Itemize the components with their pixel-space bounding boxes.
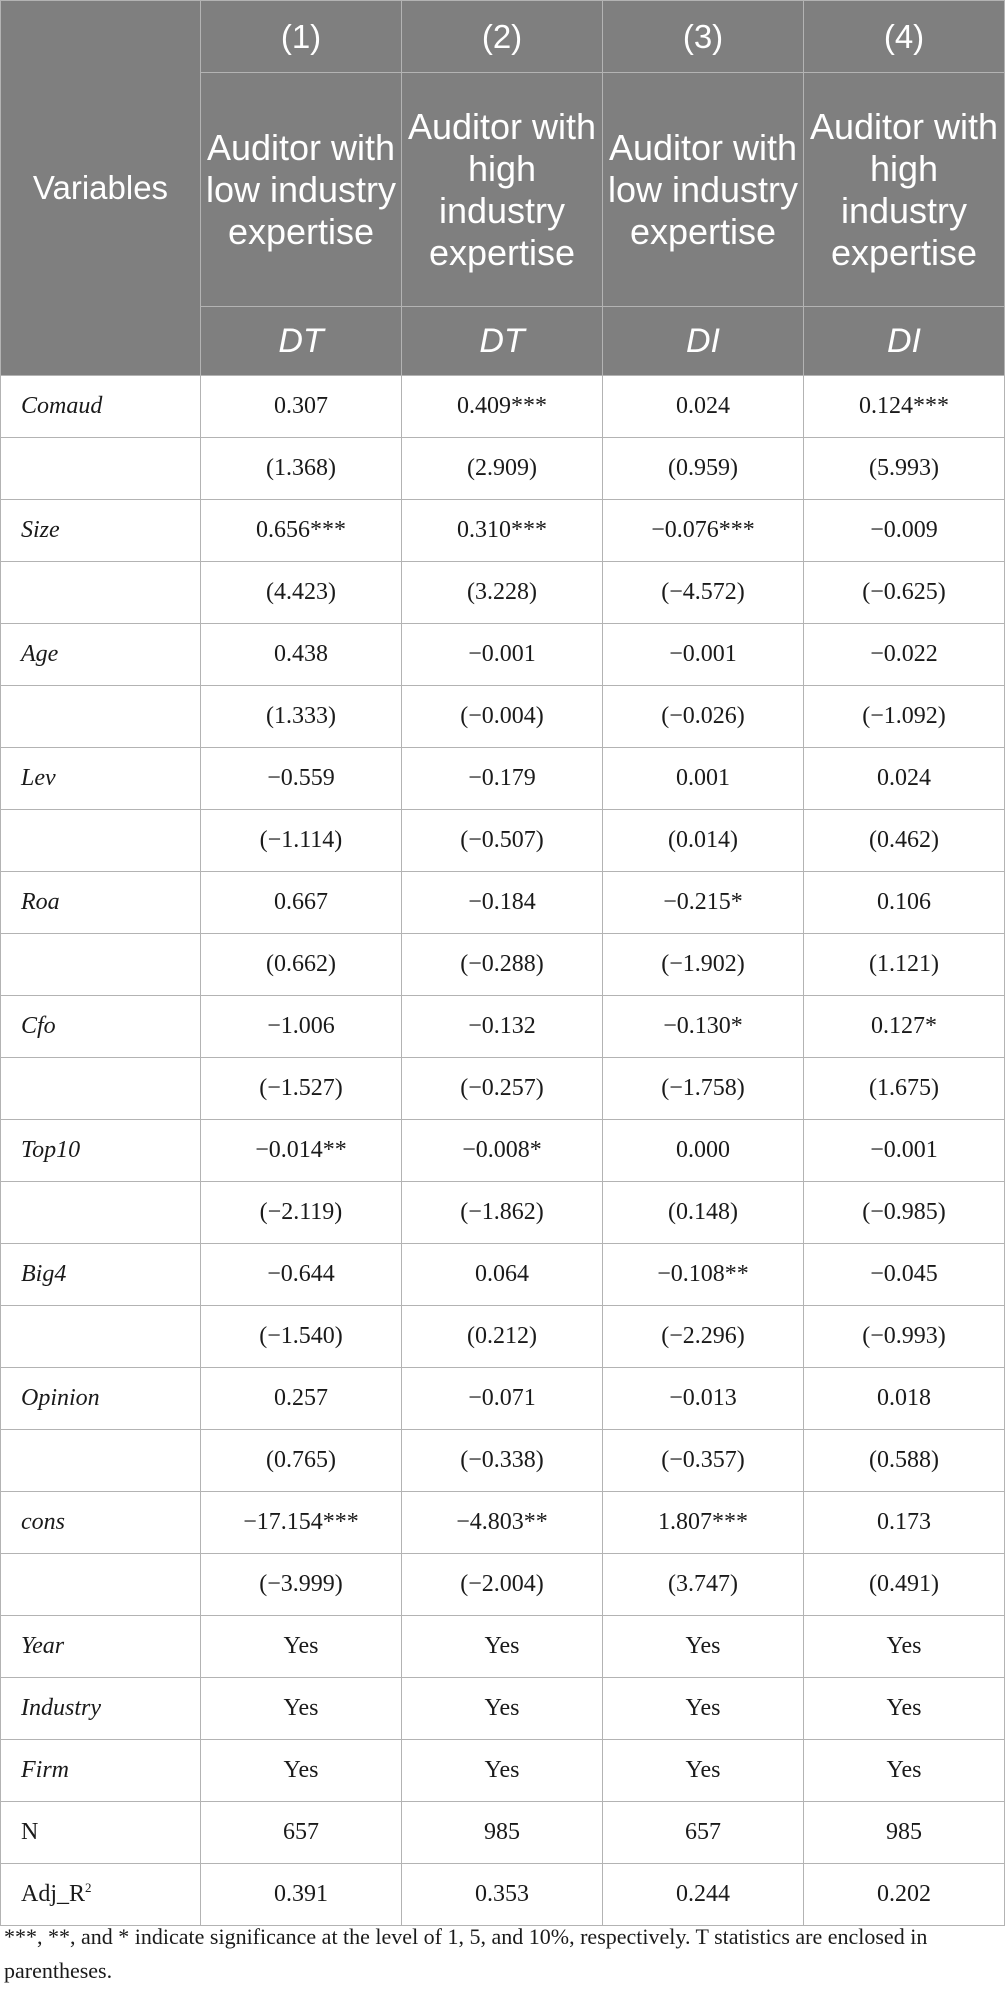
- variable-label: [1, 1864, 201, 1926]
- value-cell: Yes: [804, 1616, 1005, 1678]
- value-cell: (−2.004): [402, 1554, 603, 1616]
- value-cell: 0.064: [402, 1244, 603, 1306]
- variable-label-text: Opinion: [21, 1385, 100, 1411]
- value-cell: 657: [603, 1802, 804, 1864]
- variable-label-text: Industry: [21, 1695, 101, 1721]
- variable-label-text: Big4: [21, 1261, 67, 1287]
- value-cell: (−0.985): [804, 1182, 1005, 1244]
- table-row: [1, 1802, 1005, 1864]
- value-cell: Yes: [603, 1740, 804, 1802]
- value-cell: Yes: [603, 1678, 804, 1740]
- variable-label: [1, 1244, 201, 1306]
- variable-label-text: Roa: [21, 889, 60, 915]
- variable-label-text: Firm: [21, 1757, 69, 1783]
- value-cell: (1.333): [201, 686, 402, 748]
- table-row: [1, 996, 1005, 1058]
- variable-label: [1, 1430, 201, 1492]
- value-cell: (1.121): [804, 934, 1005, 996]
- table-row: [1, 1616, 1005, 1678]
- variable-label: [1, 1058, 201, 1120]
- column-description: Auditor with high industry expertise: [402, 73, 603, 307]
- value-cell: −0.008*: [402, 1120, 603, 1182]
- value-cell: −17.154***: [201, 1492, 402, 1554]
- table-row: [1, 438, 1005, 500]
- value-cell: 0.391: [201, 1864, 402, 1926]
- table-row: [1, 872, 1005, 934]
- value-cell: (1.368): [201, 438, 402, 500]
- value-cell: −0.108**: [603, 1244, 804, 1306]
- variable-label: [1, 376, 201, 438]
- variable-label: [1, 624, 201, 686]
- value-cell: 0.024: [603, 376, 804, 438]
- value-cell: −0.076***: [603, 500, 804, 562]
- variable-label-text: Size: [21, 517, 60, 543]
- value-cell: (−0.257): [402, 1058, 603, 1120]
- value-cell: 0.244: [603, 1864, 804, 1926]
- dependent-variable: DT: [201, 307, 402, 376]
- column-number: (2): [402, 1, 603, 73]
- value-cell: (−2.119): [201, 1182, 402, 1244]
- value-cell: (0.491): [804, 1554, 1005, 1616]
- table-row: [1, 1368, 1005, 1430]
- value-cell: 0.656***: [201, 500, 402, 562]
- value-cell: (2.909): [402, 438, 603, 500]
- value-cell: (−0.026): [603, 686, 804, 748]
- table-row: [1, 1864, 1005, 1926]
- table-row: [1, 1120, 1005, 1182]
- table-row: [1, 748, 1005, 810]
- value-cell: (4.423): [201, 562, 402, 624]
- value-cell: −0.001: [402, 624, 603, 686]
- variable-label: [1, 748, 201, 810]
- value-cell: 0.667: [201, 872, 402, 934]
- dependent-variable: DT: [402, 307, 603, 376]
- value-cell: (−1.527): [201, 1058, 402, 1120]
- value-cell: (0.462): [804, 810, 1005, 872]
- value-cell: −1.006: [201, 996, 402, 1058]
- value-cell: −0.132: [402, 996, 603, 1058]
- variable-label: [1, 1802, 201, 1864]
- value-cell: (−3.999): [201, 1554, 402, 1616]
- value-cell: (0.014): [603, 810, 804, 872]
- column-number: (3): [603, 1, 804, 73]
- value-cell: (0.959): [603, 438, 804, 500]
- variables-header: Variables: [1, 1, 201, 376]
- column-description: Auditor with low industry expertise: [603, 73, 804, 307]
- variable-label: [1, 810, 201, 872]
- variable-label: [1, 500, 201, 562]
- value-cell: Yes: [201, 1616, 402, 1678]
- value-cell: 657: [201, 1802, 402, 1864]
- table-row: [1, 1244, 1005, 1306]
- value-cell: 0.310***: [402, 500, 603, 562]
- dependent-variable: DI: [804, 307, 1005, 376]
- value-cell: 0.024: [804, 748, 1005, 810]
- value-cell: (−0.357): [603, 1430, 804, 1492]
- value-cell: 1.807***: [603, 1492, 804, 1554]
- value-cell: (−0.993): [804, 1306, 1005, 1368]
- value-cell: (3.747): [603, 1554, 804, 1616]
- value-cell: 985: [402, 1802, 603, 1864]
- value-cell: 0.000: [603, 1120, 804, 1182]
- value-cell: Yes: [603, 1616, 804, 1678]
- value-cell: −0.013: [603, 1368, 804, 1430]
- value-cell: −0.184: [402, 872, 603, 934]
- table-row: [1, 1058, 1005, 1120]
- value-cell: −0.179: [402, 748, 603, 810]
- column-number: (4): [804, 1, 1005, 73]
- variable-label-text: Year: [21, 1633, 65, 1659]
- value-cell: (−1.758): [603, 1058, 804, 1120]
- table-footnote: ***, **, and * indicate significance at the level of 1, 5, and 10%, respectively. T statistics are enclosed in parentheses.: [4, 1924, 928, 1983]
- value-cell: Yes: [201, 1740, 402, 1802]
- variable-label-text: Cfo: [21, 1013, 56, 1039]
- value-cell: −4.803**: [402, 1492, 603, 1554]
- value-cell: 0.438: [201, 624, 402, 686]
- value-cell: 0.106: [804, 872, 1005, 934]
- table-row: [1, 1430, 1005, 1492]
- value-cell: 0.124***: [804, 376, 1005, 438]
- value-cell: −0.045: [804, 1244, 1005, 1306]
- value-cell: Yes: [402, 1616, 603, 1678]
- table-row: [1, 810, 1005, 872]
- value-cell: 0.257: [201, 1368, 402, 1430]
- table-row: [1, 1492, 1005, 1554]
- table-row: [1, 1678, 1005, 1740]
- variable-label: [1, 562, 201, 624]
- value-cell: 985: [804, 1802, 1005, 1864]
- value-cell: (−4.572): [603, 562, 804, 624]
- variable-label: [1, 872, 201, 934]
- value-cell: (−0.625): [804, 562, 1005, 624]
- value-cell: −0.014**: [201, 1120, 402, 1182]
- variable-label: [1, 1678, 201, 1740]
- table-row: [1, 934, 1005, 996]
- value-cell: 0.001: [603, 748, 804, 810]
- value-cell: 0.202: [804, 1864, 1005, 1926]
- table-row: [1, 1740, 1005, 1802]
- variable-label: [1, 1182, 201, 1244]
- value-cell: −0.559: [201, 748, 402, 810]
- value-cell: (5.993): [804, 438, 1005, 500]
- variable-label: [1, 934, 201, 996]
- value-cell: (−0.507): [402, 810, 603, 872]
- value-cell: −0.009: [804, 500, 1005, 562]
- value-cell: −0.215*: [603, 872, 804, 934]
- value-cell: 0.173: [804, 1492, 1005, 1554]
- variable-label: [1, 438, 201, 500]
- variable-label: [1, 1740, 201, 1802]
- table-row: [1, 624, 1005, 686]
- column-description: Auditor with low industry expertise: [201, 73, 402, 307]
- dependent-variable: DI: [603, 307, 804, 376]
- variable-label: [1, 686, 201, 748]
- value-cell: −0.001: [603, 624, 804, 686]
- variable-label: [1, 1120, 201, 1182]
- value-cell: (−1.092): [804, 686, 1005, 748]
- value-cell: (0.212): [402, 1306, 603, 1368]
- value-cell: −0.130*: [603, 996, 804, 1058]
- table-row: [1, 562, 1005, 624]
- table-header: [1, 1, 1005, 376]
- header-row-numbers: [1, 1, 1005, 73]
- variable-label: [1, 1616, 201, 1678]
- value-cell: 0.353: [402, 1864, 603, 1926]
- value-cell: (−1.540): [201, 1306, 402, 1368]
- table-row: [1, 1182, 1005, 1244]
- variable-label-text: Age: [21, 641, 59, 667]
- variable-label-text: cons: [21, 1509, 65, 1535]
- table-row: [1, 1554, 1005, 1616]
- value-cell: (−2.296): [603, 1306, 804, 1368]
- variable-label: [1, 1554, 201, 1616]
- table-body: [1, 376, 1005, 1926]
- value-cell: Yes: [804, 1740, 1005, 1802]
- variable-label: [1, 1306, 201, 1368]
- value-cell: Yes: [804, 1678, 1005, 1740]
- value-cell: (3.228): [402, 562, 603, 624]
- variable-label-text: N: [21, 1819, 39, 1845]
- variable-label-text: Adj_R: [21, 1881, 86, 1907]
- table-row: [1, 500, 1005, 562]
- variable-label: [1, 996, 201, 1058]
- superscript: 2: [85, 1880, 92, 1895]
- variable-label: [1, 1368, 201, 1430]
- value-cell: (−1.902): [603, 934, 804, 996]
- column-description: Auditor with high industry expertise: [804, 73, 1005, 307]
- value-cell: Yes: [201, 1678, 402, 1740]
- value-cell: (0.148): [603, 1182, 804, 1244]
- table-row: [1, 1306, 1005, 1368]
- value-cell: 0.127*: [804, 996, 1005, 1058]
- value-cell: −0.022: [804, 624, 1005, 686]
- column-number: (1): [201, 1, 402, 73]
- value-cell: (−0.288): [402, 934, 603, 996]
- variable-label-text: Comaud: [21, 393, 103, 419]
- value-cell: 0.409***: [402, 376, 603, 438]
- value-cell: Yes: [402, 1740, 603, 1802]
- value-cell: 0.307: [201, 376, 402, 438]
- value-cell: (0.588): [804, 1430, 1005, 1492]
- value-cell: −0.001: [804, 1120, 1005, 1182]
- variable-label: [1, 1492, 201, 1554]
- value-cell: (1.675): [804, 1058, 1005, 1120]
- value-cell: (−0.004): [402, 686, 603, 748]
- table-row: [1, 686, 1005, 748]
- value-cell: −0.071: [402, 1368, 603, 1430]
- value-cell: (−0.338): [402, 1430, 603, 1492]
- variable-label-text: Top10: [21, 1137, 81, 1163]
- variable-label-text: Lev: [21, 765, 56, 791]
- value-cell: Yes: [402, 1678, 603, 1740]
- value-cell: (−1.862): [402, 1182, 603, 1244]
- value-cell: (−1.114): [201, 810, 402, 872]
- value-cell: (0.662): [201, 934, 402, 996]
- value-cell: (0.765): [201, 1430, 402, 1492]
- table-row: [1, 376, 1005, 438]
- value-cell: 0.018: [804, 1368, 1005, 1430]
- value-cell: −0.644: [201, 1244, 402, 1306]
